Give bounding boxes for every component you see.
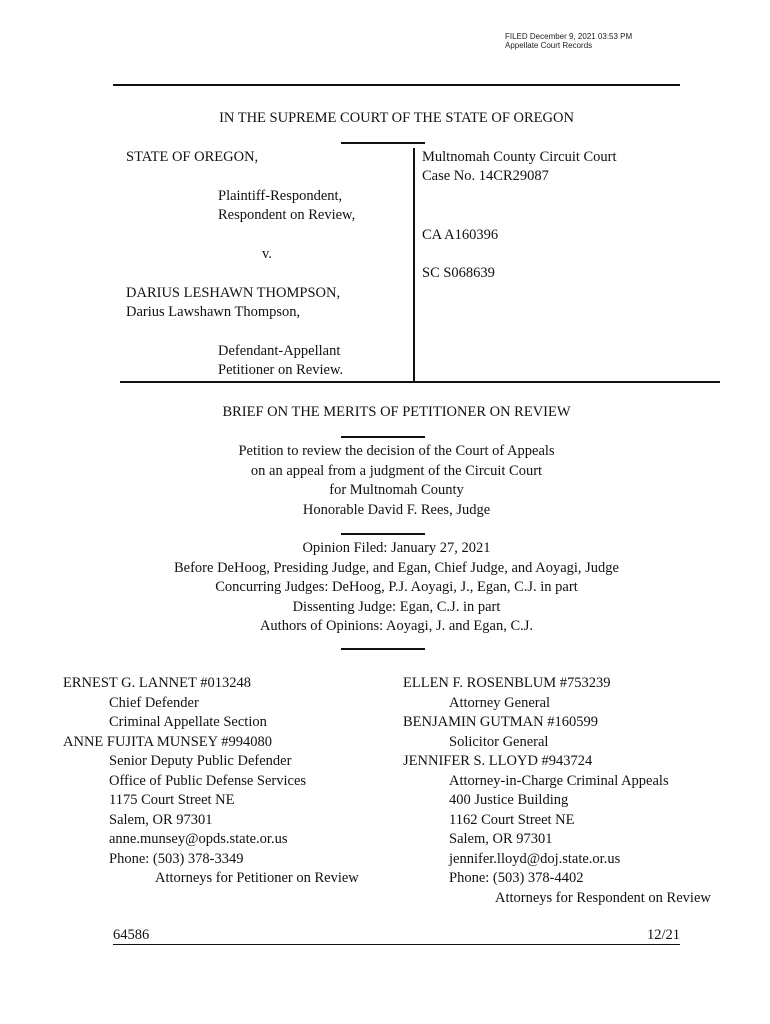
brief-title: BRIEF ON THE MERITS OF PETITIONER ON REVIEW — [222, 404, 571, 420]
petition-line: for Multnomah County — [329, 482, 464, 498]
counsel-email: anne.munsey@opds.state.or.us — [109, 831, 288, 847]
filing-stamp-line1: FILED December 9, 2021 03:53 PM — [505, 32, 633, 41]
counsel-title: Criminal Appellate Section — [109, 714, 267, 730]
footer-number: 64586 — [113, 927, 150, 943]
counsel-name: BENJAMIN GUTMAN #160599 — [403, 714, 598, 730]
petition-line: Petition to review the decision of the Court of Appeals — [238, 443, 555, 459]
court-title: IN THE SUPREME COURT OF THE STATE OF OREGON — [219, 110, 574, 126]
counsel-city: Salem, OR 97301 — [449, 831, 553, 847]
filing-stamp — [505, 32, 632, 50]
respondent-counsel — [403, 674, 711, 908]
plaintiff-role-2: Respondent on Review, — [218, 207, 356, 223]
counsel-street: 1175 Court Street NE — [109, 792, 235, 808]
defendant-role-2: Petitioner on Review. — [218, 362, 344, 378]
counsel-name: ERNEST G. LANNET #013248 — [63, 675, 251, 691]
opinion-block — [13, 539, 770, 637]
caption-bottom-rule — [120, 381, 720, 383]
plaintiff-name: STATE OF OREGON, — [126, 149, 259, 165]
counsel-title: Attorney General — [449, 694, 551, 711]
counsel-title: Senior Deputy Public Defender — [109, 753, 292, 769]
counsel-name: JENNIFER S. LLOYD #943724 — [403, 753, 593, 769]
petition-block — [13, 442, 770, 520]
petition-line: Honorable David F. Rees, Judge — [302, 501, 491, 518]
circuit-court: Multnomah County Circuit Court — [422, 149, 617, 165]
counsel-role: Attorneys for Petitioner on Review — [155, 870, 359, 886]
defendant-name: DARIUS LESHAWN THOMPSON, — [126, 285, 341, 301]
opinion-divider — [341, 648, 425, 650]
top-rule — [113, 84, 680, 86]
opinion-line: Concurring Judges: DeHoog, P.J. Aoyagi, J., Egan, C.J. in part — [215, 579, 578, 595]
counsel-name: ELLEN F. ROSENBLUM #753239 — [403, 675, 611, 691]
counsel-email: jennifer.lloyd@doj.state.or.us — [449, 850, 621, 867]
filing-stamp-line2: Appellate Court Records — [505, 41, 593, 50]
counsel-title: Solicitor General — [449, 733, 549, 750]
opinion-line: Before DeHoog, Presiding Judge, and Egan, Chief Judge, and Aoyagi, Judge — [174, 559, 619, 576]
versus: v. — [262, 246, 272, 262]
counsel-office: Office of Public Defense Services — [109, 772, 307, 789]
sc-number: SC S068639 — [422, 265, 495, 281]
counsel-title: Chief Defender — [109, 694, 199, 711]
counsel-phone: Phone: (503) 378-3349 — [109, 850, 244, 867]
case-number: Case No. 14CR29087 — [422, 168, 549, 184]
title-divider — [341, 142, 425, 144]
counsel-phone: Phone: (503) 378-4402 — [449, 870, 584, 886]
brief-divider — [341, 436, 425, 438]
plaintiff-role-1: Plaintiff-Respondent, — [218, 188, 343, 204]
caption-vertical-divider — [413, 148, 415, 382]
defendant-role-1: Defendant-Appellant — [218, 343, 341, 359]
footer-rule — [113, 944, 680, 945]
counsel-role: Attorneys for Respondent on Review — [495, 889, 711, 906]
petition-line: on an appeal from a judgment of the Circuit Court — [250, 462, 543, 479]
counsel-name: ANNE FUJITA MUNSEY #994080 — [63, 733, 272, 750]
counsel-street: 1162 Court Street NE — [449, 811, 575, 828]
petitioner-counsel — [63, 674, 359, 889]
opinion-line: Dissenting Judge: Egan, C.J. in part — [292, 598, 501, 615]
counsel-city: Salem, OR 97301 — [109, 811, 213, 828]
opinion-line: Opinion Filed: January 27, 2021 — [302, 540, 491, 556]
counsel-title: Attorney-in-Charge Criminal Appeals — [449, 772, 669, 789]
opinion-line: Authors of Opinions: Aoyagi, J. and Egan, C.J. — [259, 618, 534, 634]
defendant-aka: Darius Lawshawn Thompson, — [126, 304, 301, 320]
petition-divider — [341, 533, 425, 535]
footer-date: 12/21 — [646, 927, 680, 943]
ca-number: CA A160396 — [422, 227, 499, 243]
counsel-building: 400 Justice Building — [449, 792, 569, 808]
